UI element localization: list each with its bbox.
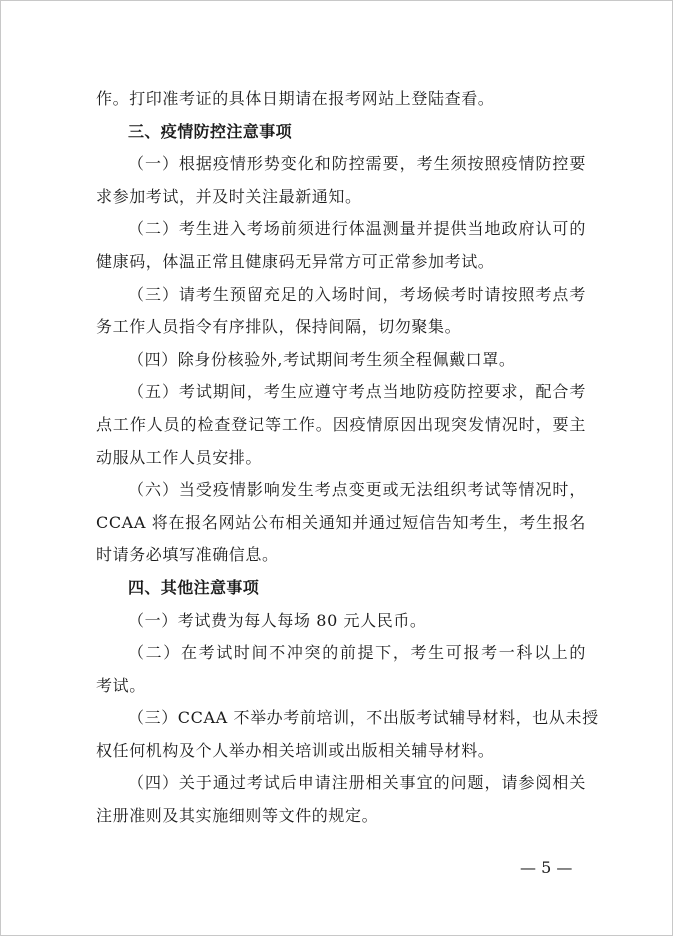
text-line: 动服从工作人员安排。 [96, 447, 263, 467]
text-line: （一）根据疫情形势变化和防控需要，考生须按照疫情防控要 [128, 154, 586, 174]
text-line: （四）关于通过考试后申请注册相关事宜的问题，请参阅相关 [128, 773, 586, 793]
text-line: （三）请考生预留充足的入场时间，考场候考时请按照考点考 [128, 284, 586, 304]
text-line: （四）除身份核验外,考试期间考生须全程佩戴口罩。 [128, 349, 516, 369]
text-line: （二）考生进入考场前须进行体温测量并提供当地政府认可的 [128, 219, 586, 239]
text-line: 考试。 [96, 675, 146, 695]
text-line: （六）当受疫情影响发生考点变更或无法组织考试等情况时， [128, 480, 586, 500]
page-number: — 5 — [520, 858, 573, 877]
text-line: （二）在考试时间不冲突的前提下，考生可报考一科以上的 [128, 643, 586, 663]
text-line: 点工作人员的检查登记等工作。因疫情原因出现突发情况时，要主 [96, 414, 586, 434]
section-heading-other: 四、其他注意事项 [128, 577, 260, 597]
text-line: （五）考试期间，考生应遵守考点当地防疫防控要求，配合考 [128, 382, 586, 402]
text-line: 务工作人员指令有序排队，保持间隔，切勿聚集。 [96, 317, 462, 337]
text-line: （一）考试费为每人每场 80 元人民币。 [128, 610, 427, 630]
text-line: 健康码，体温正常且健康码无异常方可正常参加考试。 [96, 251, 495, 271]
section-heading-epidemic: 三、疫情防控注意事项 [128, 121, 293, 141]
text-line: 时请务必填写准确信息。 [96, 545, 279, 565]
text-line: 作。打印准考证的具体日期请在报考网站上登陆查看。 [96, 89, 495, 108]
text-line: （三）CCAA 不举办考前培训，不出版考试辅导材料，也从未授 [128, 708, 599, 728]
text-line: 求参加考试，并及时关注最新通知。 [96, 186, 362, 206]
text-line: CCAA 将在报名网站公布相关通知并通过短信告知考生，考生报名 [96, 512, 586, 532]
document-body [96, 83, 599, 833]
text-line: 注册准则及其实施细则等文件的规定。 [96, 806, 379, 826]
text-line: 权任何机构及个人举办相关培训或出版相关辅导材料。 [96, 740, 495, 760]
